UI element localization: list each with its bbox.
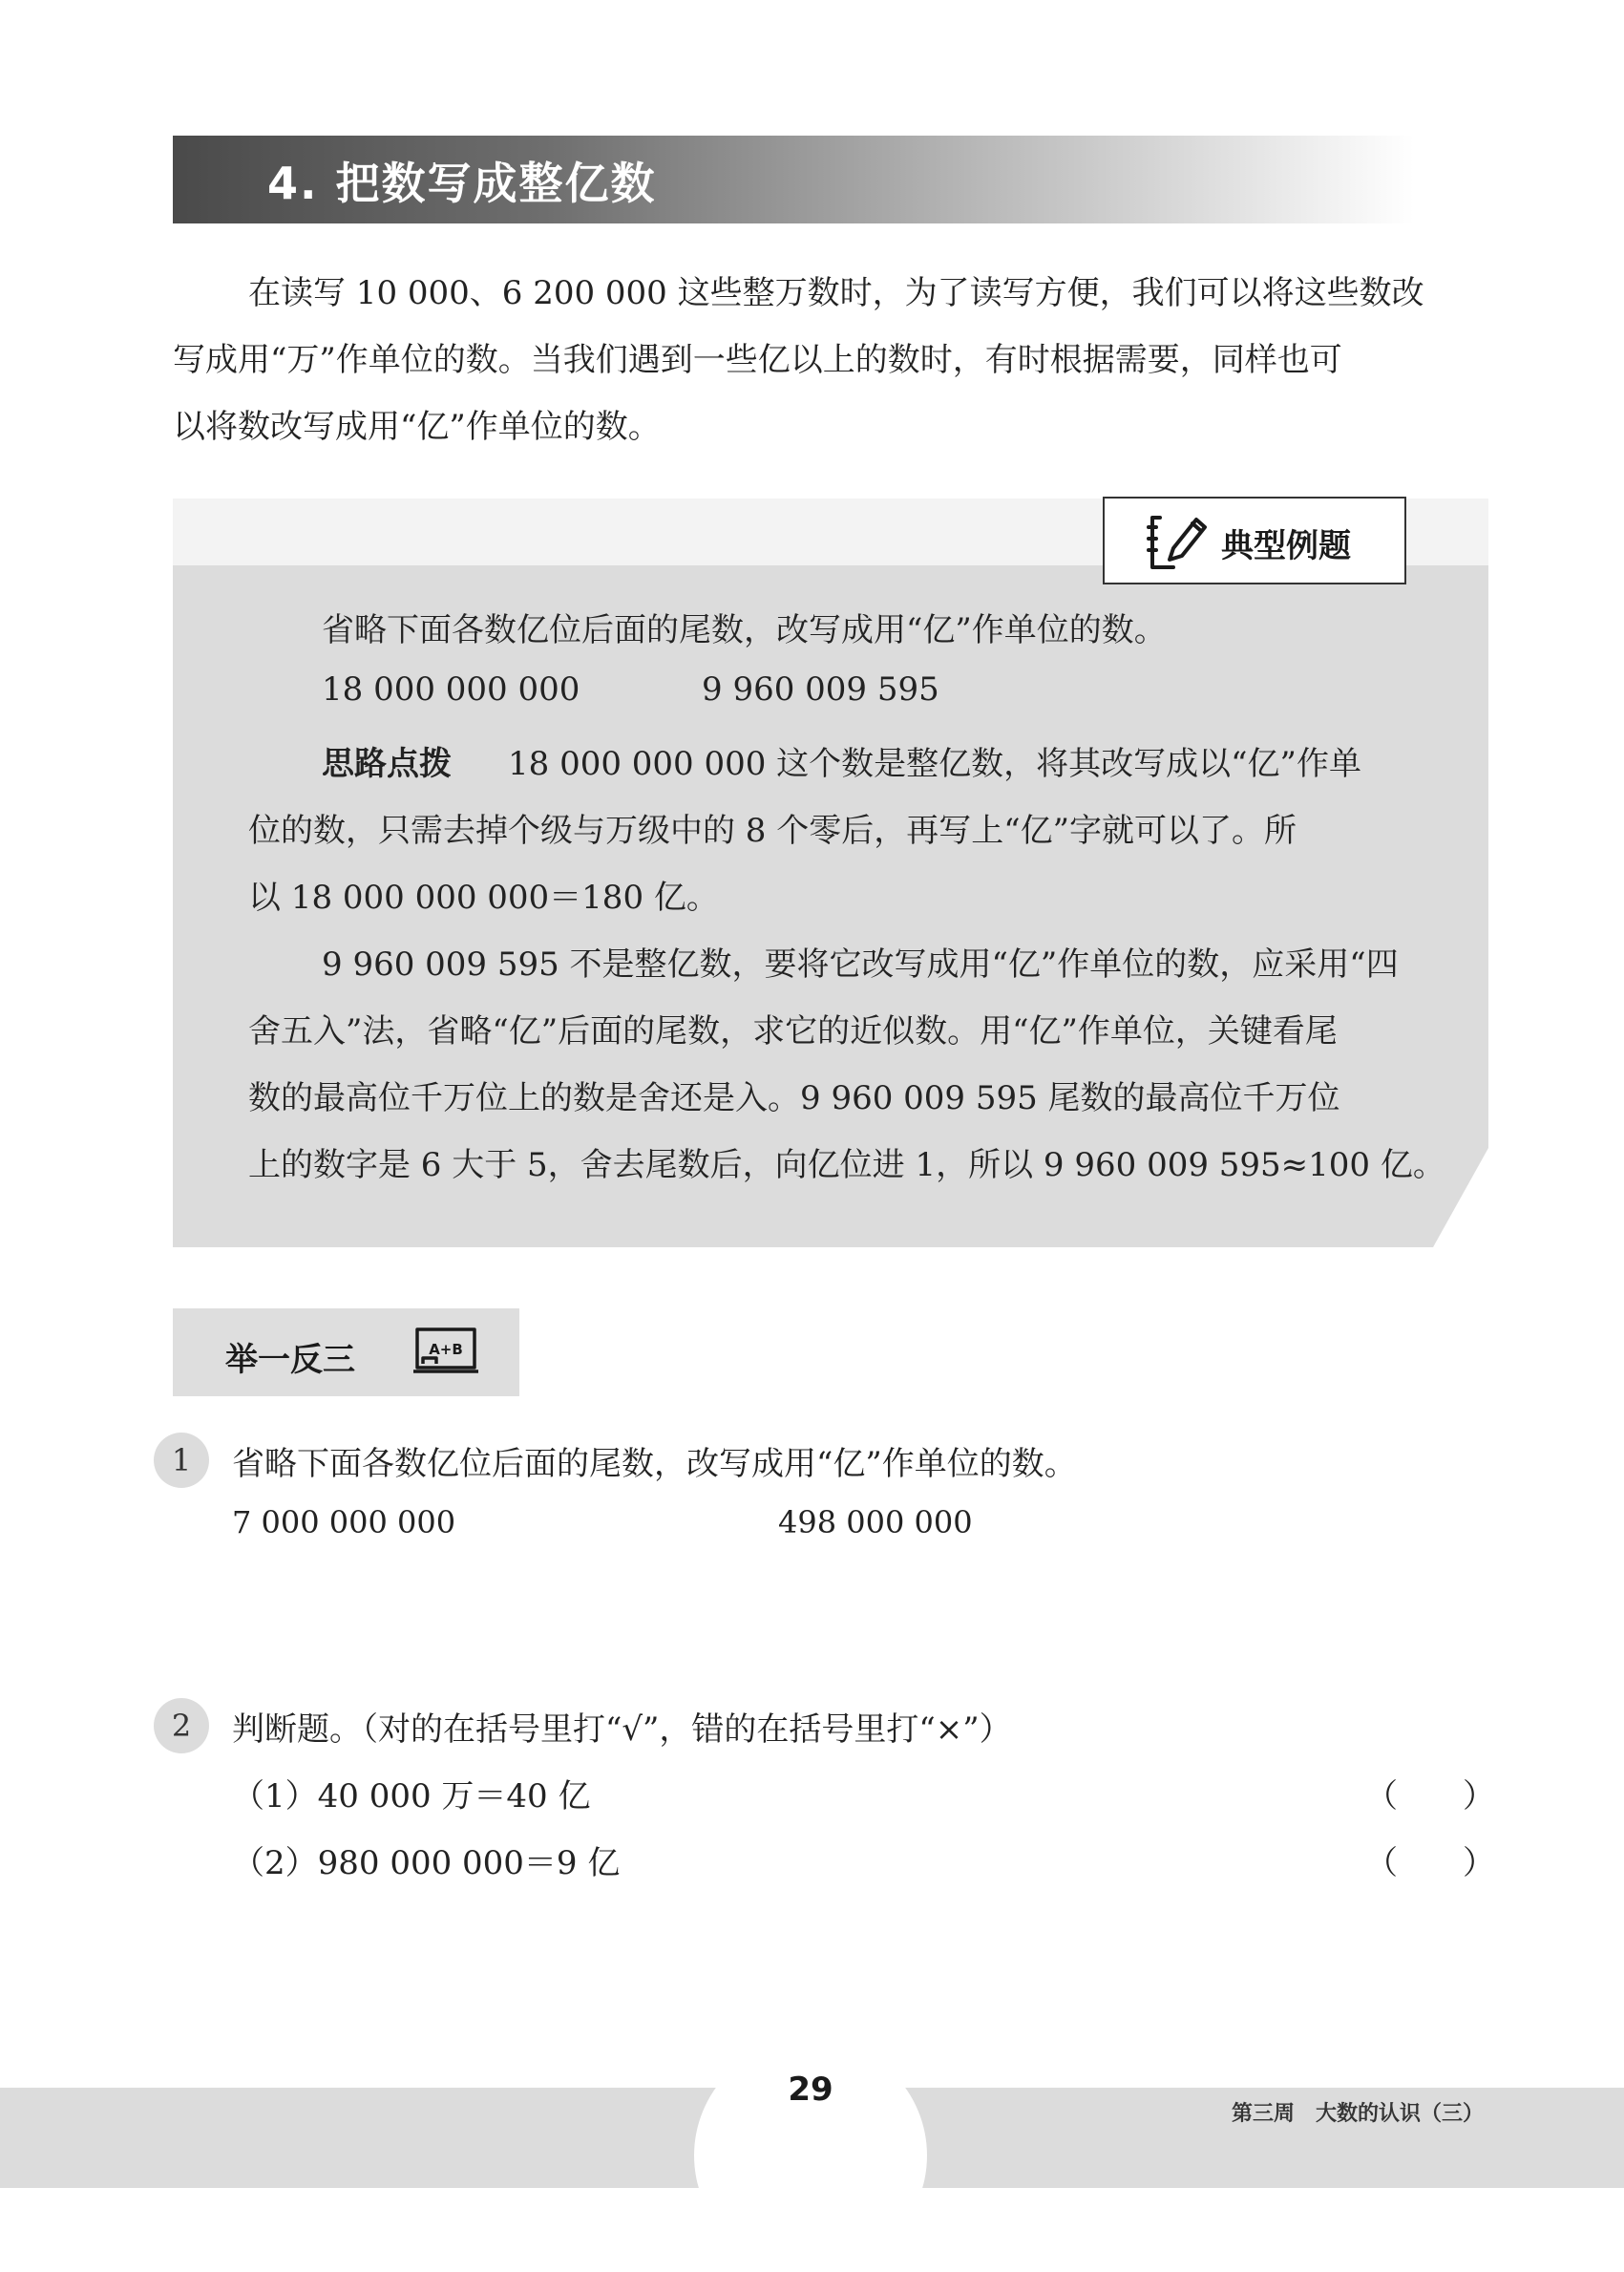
example-label: [1103, 497, 1406, 584]
page-number: 29: [788, 2070, 833, 2109]
question-2-item-2: （2）980 000 000＝9 亿: [232, 1844, 621, 1882]
question-1-number-2: 498 000 000: [778, 1504, 973, 1540]
blackboard-icon-text: A+B: [429, 1341, 463, 1358]
hint-line-6: 数的最高位千万位上的数是舍还是入。9 960 009 595 尾数的最高位千万位: [248, 1079, 1340, 1117]
example-number-2: 9 960 009 595: [702, 670, 939, 709]
question-2-item-2-answer-blank[interactable]: （ ）: [1365, 1844, 1495, 1882]
question-1-number-1: 7 000 000 000: [232, 1504, 456, 1540]
intro-line-3: 以将数改写成用“亿”作单位的数。: [173, 408, 661, 446]
hint-line-4: 9 960 009 595 不是整亿数，要将它改写成用“亿”作单位的数，应采用“四: [322, 945, 1399, 984]
question-2-text: 判断题。（对的在括号里打“√”，错的在括号里打“×”）: [232, 1710, 1012, 1749]
section-title: 4. 把数写成整亿数: [267, 158, 657, 209]
question-2-item-1-answer-blank[interactable]: （ ）: [1365, 1777, 1495, 1815]
chapter-title: 第三周 大数的认识（三）: [1232, 2102, 1485, 2126]
example-question: 省略下面各数亿位后面的尾数，改写成用“亿”作单位的数。: [322, 611, 1167, 649]
question-2-item-1: （1）40 000 万＝40 亿: [232, 1777, 591, 1815]
pencil-note-icon: [1143, 512, 1212, 573]
hint-line-3: 以 18 000 000 000＝180 亿。: [248, 879, 719, 917]
hint-title: 思路点拨: [322, 745, 452, 783]
hint-line-2: 位的数，只需去掉个级与万级中的 8 个零后，再写上“亿”字就可以了。所: [248, 812, 1297, 850]
hint-line-5: 舍五入”法，省略“亿”后面的尾数，求它的近似数。用“亿”作单位，关键看尾: [248, 1012, 1338, 1051]
hint-line-7: 上的数字是 6 大于 5，舍去尾数后，向亿位进 1，所以 9 960 009 595≈100 亿。: [248, 1146, 1445, 1184]
intro-line-1: 在读写 10 000、6 200 000 这些整万数时，为了读写方便，我们可以将这些数改: [248, 274, 1424, 312]
question-number-1: 1: [154, 1433, 209, 1488]
blackboard-icon: [411, 1326, 480, 1379]
example-label-text: 典型例题: [1221, 527, 1351, 565]
example-number-1: 18 000 000 000: [322, 670, 580, 709]
question-number-2: 2: [154, 1698, 209, 1753]
question-1-text: 省略下面各数亿位后面的尾数，改写成用“亿”作单位的数。: [232, 1445, 1077, 1483]
intro-line-2: 写成用“万”作单位的数。当我们遇到一些亿以上的数时，有时根据需要，同样也可: [173, 341, 1342, 379]
practice-label: [173, 1308, 519, 1396]
hint-line-1: 18 000 000 000 这个数是整亿数，将其改写成以“亿”作单: [508, 745, 1361, 783]
practice-label-text: 举一反三: [225, 1341, 355, 1379]
